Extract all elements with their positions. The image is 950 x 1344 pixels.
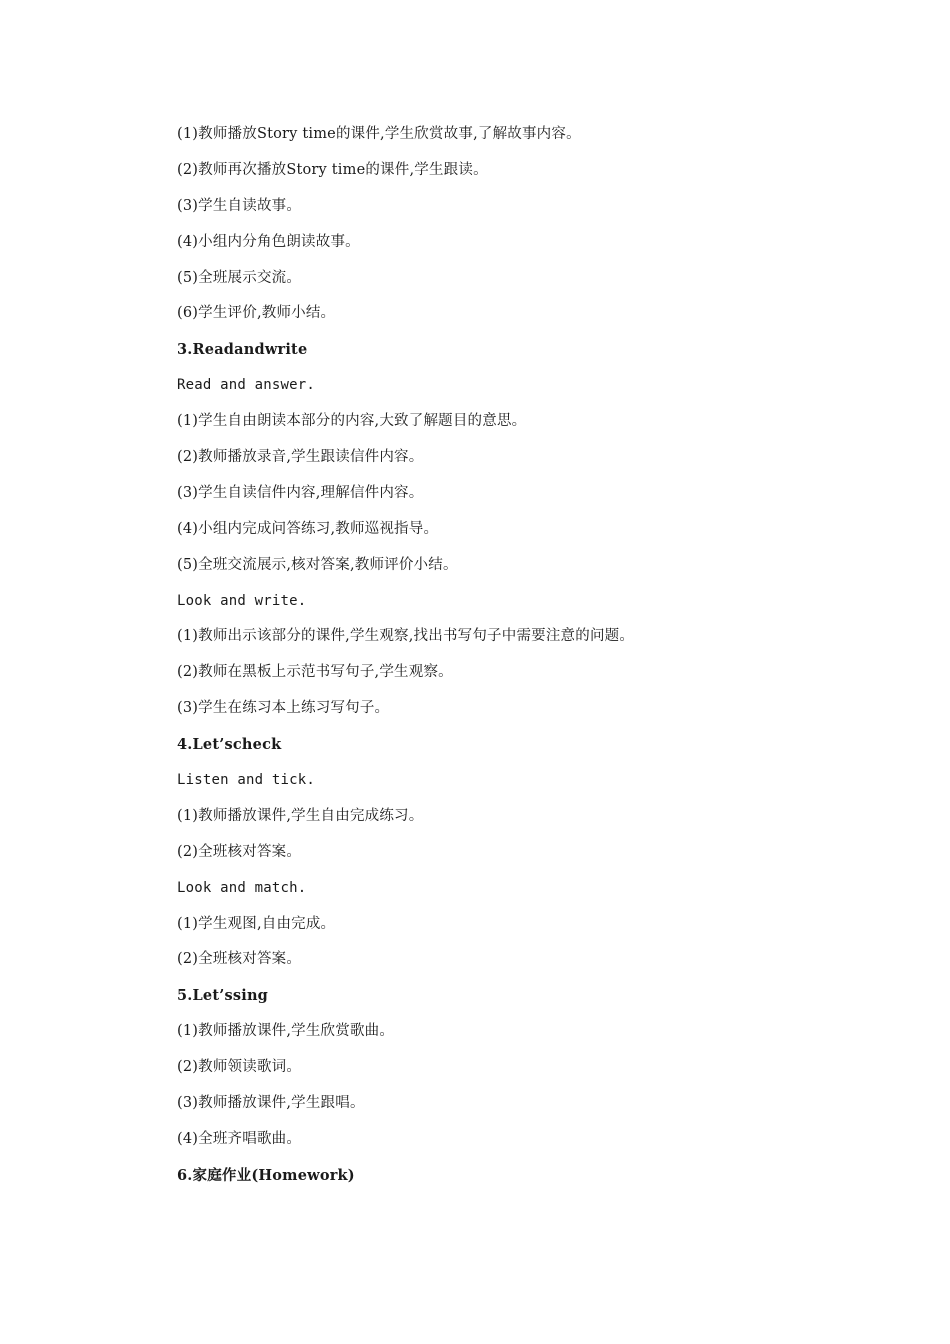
text-line: (1)学生观图,自由完成。 [177, 915, 336, 932]
text-line: (4)小组内完成问答练习,教师巡视指导。 [177, 520, 439, 537]
text-line: (3)学生自读故事。 [177, 197, 302, 214]
document-body [177, 117, 877, 1194]
section-heading: 5.Let’ssing [177, 987, 269, 1005]
text-line: (2)全班核对答案。 [177, 843, 302, 860]
text-line: (3)教师播放课件,学生跟唱。 [177, 1095, 365, 1112]
section-heading: 4.Let’scheck [177, 736, 282, 754]
text-line: (3)学生在练习本上练习写句子。 [177, 700, 390, 717]
text-line: (4)小组内分角色朗读故事。 [177, 233, 360, 250]
subsection-label: Read and answer. [177, 377, 316, 394]
text-line: (2)全班核对答案。 [177, 951, 302, 968]
text-line: (1)教师播放课件,学生欣赏歌曲。 [177, 1023, 395, 1040]
text-line: (1)教师出示该部分的课件,学生观察,找出书写句子中需要注意的问题。 [177, 628, 635, 645]
text-line: (2)教师播放录音,学生跟读信件内容。 [177, 449, 424, 466]
text-line: (5)全班展示交流。 [177, 269, 302, 286]
text-line: (4)全班齐唱歌曲。 [177, 1130, 302, 1147]
text-line: (1)教师播放课件,学生自由完成练习。 [177, 807, 424, 824]
section-heading: 3.Readandwrite [177, 341, 308, 359]
text-line: (3)学生自读信件内容,理解信件内容。 [177, 484, 424, 501]
subsection-label: Look and write. [177, 592, 307, 609]
text-line: (2)教师在黑板上示范书写句子,学生观察。 [177, 664, 453, 681]
section-heading: 6.家庭作业(Homework) [177, 1166, 355, 1184]
text-line: (2)教师再次播放Story time的课件,学生跟读。 [177, 161, 488, 178]
text-line: (1)教师播放Story time的课件,学生欣赏故事,了解故事内容。 [177, 126, 581, 142]
text-line: (2)教师领读歌词。 [177, 1059, 302, 1076]
subsection-label: Look and match. [177, 879, 307, 896]
subsection-label: Listen and tick. [177, 772, 316, 789]
text-line: (1)学生自由朗读本部分的内容,大致了解题目的意思。 [177, 413, 527, 430]
text-line: (5)全班交流展示,核对答案,教师评价小结。 [177, 556, 458, 573]
text-line: (6)学生评价,教师小结。 [177, 305, 336, 322]
